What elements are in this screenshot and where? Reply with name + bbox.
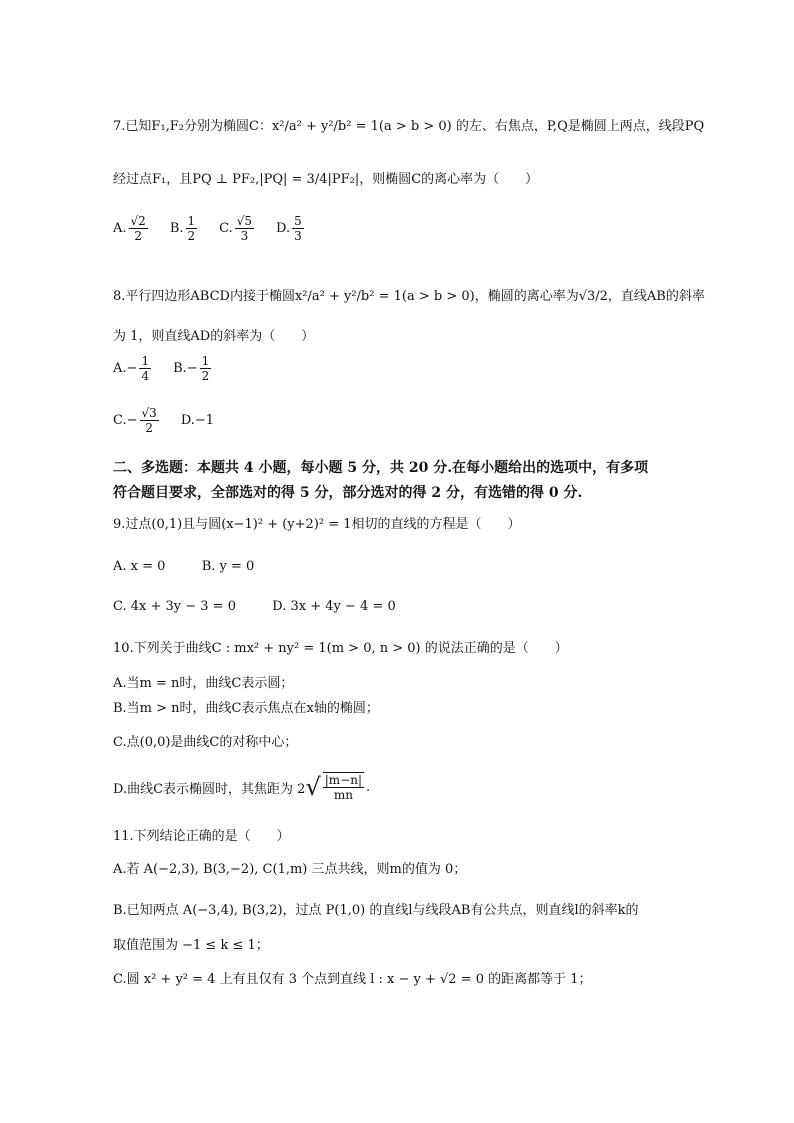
option-value: −1 [194, 413, 215, 428]
option-label: A. [113, 361, 127, 376]
q7-stem-line2: 经过点F₁，且PQ ⊥ PF₂,|PQ| = 3/4|PF₂|，则椭圆C的离心率为（ ） [113, 172, 539, 187]
section-heading-line2: 符合题目要求，全部选对的得 5 分，部分选对的得 2 分，有选错的得 0 分. [113, 485, 583, 501]
q11-stem: 11.下列结论正确的是（ ） [113, 829, 290, 844]
q8-stem-line1: 8.平行四边形ABCD内接于椭圆x²/a² + y²/b² = 1(a > b > 0)，椭圆的离心率为√3/2，直线AB的斜率 [113, 289, 705, 304]
fraction [129, 214, 148, 243]
minus-sign: − [126, 361, 138, 376]
q9-stem: 9.过点(0,1)且与圆(x−1)² + (y+2)² = 1相切的直线的方程是（ ） [113, 517, 521, 532]
q11-option-c[interactable]: C.圆 x² + y² = 4 上有且仅有 3 个点到直线 l : x − y + √2 = 0 的距离都等于 1； [113, 972, 592, 987]
numerator: 1 [201, 354, 210, 368]
fraction [140, 406, 159, 435]
q10-stem: 10.下列关于曲线C : mx² + ny² = 1(m > 0, n > 0) 的说法正确的是（ ） [113, 641, 568, 656]
fraction [200, 354, 212, 383]
option-label: B. [169, 221, 184, 236]
q9-options-row1 [113, 557, 254, 577]
q11-option-b-line2: 取值范围为 −1 ≤ k ≤ 1； [113, 938, 269, 953]
q8-options-row1 [113, 354, 233, 383]
q8-option-c[interactable] [113, 406, 161, 435]
q11-option-a[interactable]: A.若 A(−2,3), B(3,−2), C(1,m) 三点共线，则m的值为 0； [113, 862, 467, 877]
fraction [139, 354, 151, 383]
q11-option-b-line1[interactable]: B.已知两点 A(−3,4), B(3,2)，过点 P(1,0) 的直线l与线段AB有公共点，则直线l的斜率k的 [113, 903, 639, 918]
option-label: B. [173, 361, 187, 376]
minus-sign: − [126, 413, 138, 428]
denominator: 2 [134, 229, 142, 243]
section-heading-line1: 二、多选题：本题共 4 小题，每小题 5 分，共 20 分.在每小题给出的选项中，有多项 [113, 460, 649, 476]
q8-option-d[interactable] [181, 413, 214, 428]
q9-options-row2 [113, 597, 396, 617]
radical-icon: √ [305, 773, 321, 801]
denominator: 4 [141, 369, 150, 383]
q7-options [113, 214, 326, 243]
denominator: 3 [294, 229, 302, 243]
q8-stem-line2: 为 1，则直线AD的斜率为（ ） [113, 329, 315, 344]
numerator: 5 [294, 214, 302, 228]
q7-stem-line1: 7.已知F₁,F₂分别为椭圆C：x²/a² + y²/b² = 1(a > b > 0) 的左、右焦点，P,Q是椭圆上两点，线段PQ [113, 119, 705, 134]
numerator: 1 [141, 354, 150, 368]
option-suffix: . [366, 779, 371, 795]
q9-option-b[interactable]: B. y = 0 [201, 559, 255, 574]
sqrt-expression [305, 772, 366, 802]
denominator: 2 [201, 369, 210, 383]
numerator: √2 [130, 214, 146, 228]
q10-option-d[interactable] [113, 772, 370, 802]
numerator: 1 [187, 214, 196, 228]
q10-option-a[interactable]: A.当m = n时，曲线C表示圆； [113, 676, 294, 691]
numerator: |m−n| [324, 773, 362, 787]
numerator: √5 [236, 214, 253, 228]
option-label: C. [113, 413, 127, 428]
q8-options-row2 [113, 406, 234, 435]
denominator: mn [333, 788, 353, 802]
option-label: D. [276, 221, 291, 236]
option-text: D.曲线C表示椭圆时，其焦距为 2 [113, 781, 306, 797]
fraction [186, 214, 198, 243]
option-label: C. [219, 221, 233, 236]
fraction [323, 772, 364, 802]
option-label: D. [180, 413, 195, 428]
fraction [235, 214, 254, 243]
q7-option-c[interactable] [219, 214, 256, 243]
denominator: 2 [145, 421, 153, 435]
q8-option-a[interactable] [113, 354, 153, 383]
denominator: 3 [240, 229, 249, 243]
q10-option-c[interactable]: C.点(0,0)是曲线C的对称中心； [113, 735, 298, 750]
q9-option-d[interactable]: D. 3x + 4y − 4 = 0 [272, 599, 396, 614]
q7-option-b[interactable] [170, 214, 199, 243]
q9-option-a[interactable]: A. x = 0 [113, 559, 166, 574]
fraction [292, 214, 304, 243]
q7-option-d[interactable] [276, 214, 306, 243]
q10-option-b[interactable]: B.当m > n时，曲线C表示焦点在x轴的椭圆； [113, 701, 379, 716]
numerator: √3 [141, 406, 157, 420]
minus-sign: − [186, 361, 198, 376]
q8-option-b[interactable] [173, 354, 213, 383]
q7-option-a[interactable] [113, 214, 150, 243]
option-label: A. [113, 221, 127, 236]
q9-option-c[interactable]: C. 4x + 3y − 3 = 0 [113, 599, 236, 614]
denominator: 2 [187, 229, 196, 243]
